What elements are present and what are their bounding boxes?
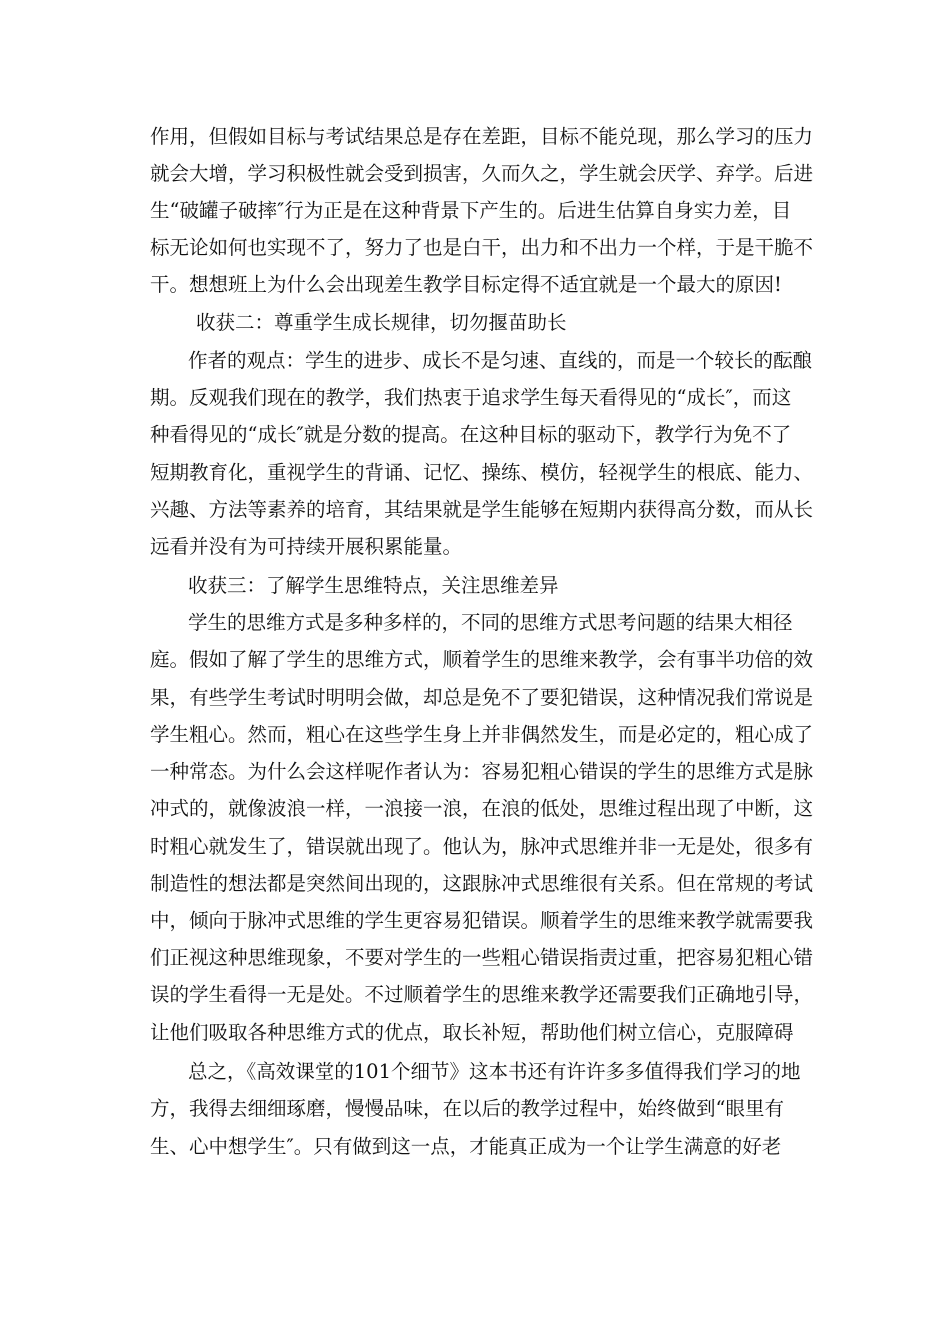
text-line: 一种常态。为什么会这样呢作者认为：容易犯粗心错误的学生的思维方式是脉 bbox=[150, 760, 814, 783]
text-line: 让他们吸取各种思维方式的优点，取长补短，帮助他们树立信心，克服障碍 bbox=[150, 1021, 794, 1044]
text-line: 生、心中想学生″。只有做到这一点，才能真正成为一个让学生满意的好老 bbox=[150, 1135, 782, 1158]
text-line: 学生粗心。然而，粗心在这些学生身上并非偶然发生，而是必定的，粗心成了 bbox=[150, 723, 814, 746]
text-line: 们正视这种思维现象，不要对学生的一些粗心错误指责过重，把容易犯粗心错 bbox=[150, 946, 814, 969]
text-line: 果，有些学生考试时明明会做，却总是免不了要犯错误，这种情况我们常说是 bbox=[150, 686, 814, 709]
text-line: 生“破罐子破摔″行为正是在这种背景下产生的。后进生估算自身实力差，目 bbox=[150, 199, 792, 222]
text-line: 兴趣、方法等素养的培育，其结果就是学生能够在短期内获得高分数，而从长 bbox=[150, 498, 814, 521]
text-line: 制造性的想法都是突然间出现的，这跟脉冲式思维很有关系。但在常规的考试 bbox=[150, 872, 814, 895]
section-heading: 收获三：了解学生思维特点，关注思维差异 bbox=[188, 574, 559, 597]
text-line: 中，倾向于脉冲式思维的学生更容易犯错误。顺着学生的思维来教学就需要我 bbox=[150, 909, 814, 932]
text-line: 冲式的，就像波浪一样，一浪接一浪，在浪的低处，思维过程出现了中断，这 bbox=[150, 797, 814, 820]
text-line: 方，我得去细细琢磨，慢慢品味，在以后的教学过程中，始终做到“眼里有 bbox=[150, 1097, 784, 1120]
text-line: 庭。假如了解了学生的思维方式，顺着学生的思维来教学，会有事半功倍的效 bbox=[150, 648, 814, 671]
section-heading: 收获二：尊重学生成长规律，切勿揠苗助长 bbox=[196, 311, 567, 334]
text-line: 远看并没有为可持续开展积累能量。 bbox=[150, 535, 463, 558]
text-line: 时粗心就发生了，错误就出现了。他认为，脉冲式思维并非一无是处，很多有 bbox=[150, 835, 814, 858]
text-line: 总之，《高效课堂的101个细节》这本书还有许许多多值得我们学习的地 bbox=[188, 1060, 801, 1083]
text-line: 作者的观点：学生的进步、成长不是匀速、直线的，而是一个较长的酝酿 bbox=[188, 349, 813, 372]
text-line: 期。反观我们现在的教学，我们热衷于追求学生每天看得见的“成长″，而这 bbox=[150, 386, 792, 409]
text-line: 种看得见的“成长″就是分数的提高。在这种目标的驱动下，教学行为免不了 bbox=[150, 423, 792, 446]
text-line: 干。想想班上为什么会出现差生教学目标定得不适宜就是一个最大的原因! bbox=[150, 273, 782, 296]
text-line: 作用，但假如目标与考试结果总是存在差距，目标不能兑现，那么学习的压力 bbox=[150, 125, 814, 148]
text-line: 标无论如何也实现不了，努力了也是白干，出力和不出力一个样，于是干脆不 bbox=[150, 236, 814, 259]
text-line: 短期教育化，重视学生的背诵、记忆、操练、模仿，轻视学生的根底、能力、 bbox=[150, 461, 814, 484]
text-line: 误的学生看得一无是处。不过顺着学生的思维来教学还需要我们正确地引导， bbox=[150, 983, 814, 1006]
text-line: 学生的思维方式是多种多样的，不同的思维方式思考问题的结果大相径 bbox=[188, 611, 793, 634]
text-line: 就会大增，学习积极性就会受到损害，久而久之，学生就会厌学、弃学。后进 bbox=[150, 162, 814, 185]
